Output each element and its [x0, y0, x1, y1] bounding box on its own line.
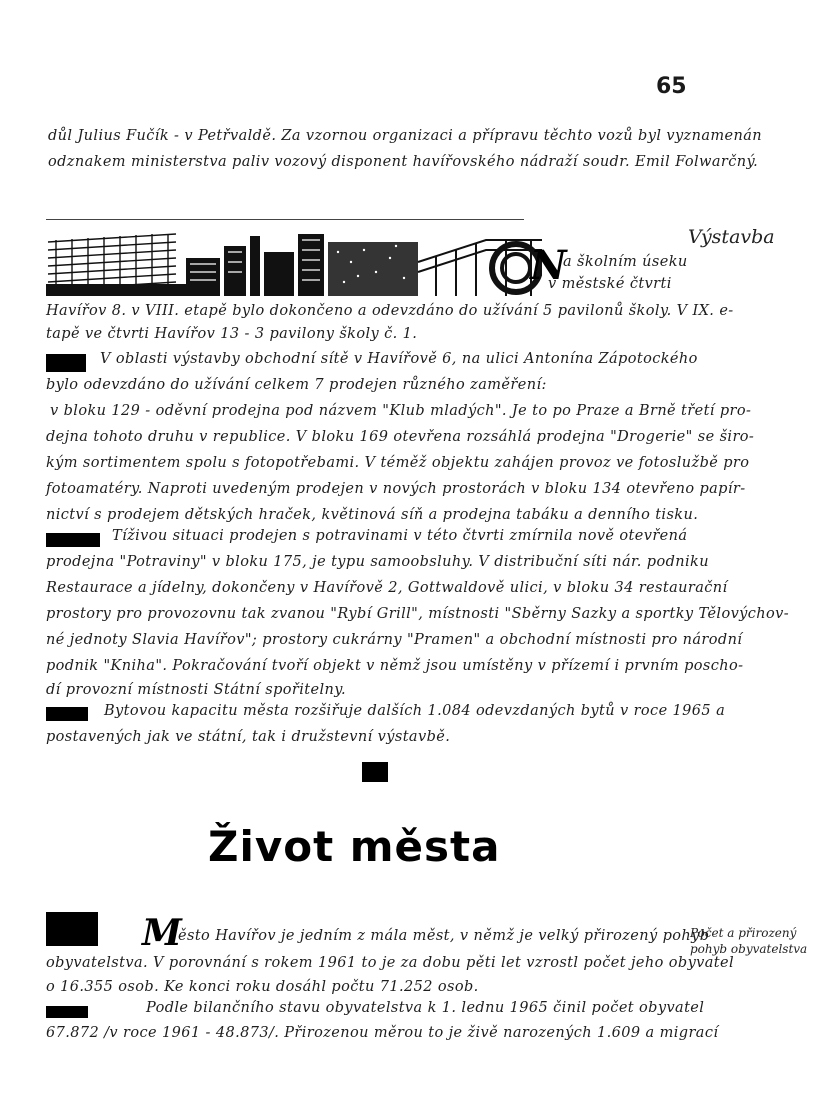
redaction-block — [46, 707, 88, 721]
redaction-block — [46, 1006, 88, 1018]
text-line: Tíživou situaci prodejen s potravinami v této čtvrti zmírnila nově otevřená — [112, 528, 688, 544]
text-line: Podle bilančního stavu obyvatelstva k 1. lednu 1965 činil počet obyvatel — [146, 1000, 705, 1016]
section-divider — [46, 219, 524, 220]
text-line: 67.872 /v roce 1961 - 48.873/. Přirozenou měrou to je živě narozených 1.609 a migrací — [46, 1025, 719, 1041]
text-line: v městské čtvrti — [548, 276, 672, 292]
dropcap-letter: N — [530, 242, 567, 289]
text-line: kým sortimentem spolu s fotopotřebami. V téměž objektu zahájen provoz ve fotoslužbě pro — [46, 455, 750, 471]
text-line: fotoamatéry. Naproti uvedeným prodejen v nových prostorách v bloku 134 otevřeno papír- — [46, 481, 746, 497]
text-line: Havířov 8. v VIII. etapě bylo dokončeno a odevzdáno do užívání 5 pavilonů školy. V IX. e- — [46, 303, 734, 319]
text-line: dí provozní místnosti Státní spořitelny. — [46, 682, 346, 698]
text-line: nictví s prodejem dětských hraček, květinová síň a prodejna tabáku a denního tisku. — [46, 507, 699, 523]
text-line: dejna tohoto druhu v republice. V bloku 169 otevřena rozsáhlá prodejna "Drogerie" se širo- — [46, 429, 755, 445]
text-line: v bloku 129 - oděvní prodejna pod názvem "Klub mladých". Je to po Praze a Brně třetí pro- — [50, 403, 752, 419]
text-line: důl Julius Fučík - v Petřvaldě. Za vzornou organizaci a přípravu těchto vozů byl vyznamenán — [48, 128, 763, 144]
text-line: né jednoty Slavia Havířov"; prostory cukrárny "Pramen" a obchodní místnosti pro národní — [46, 632, 743, 648]
redaction-block — [46, 354, 86, 372]
section-heading: Život města — [208, 822, 501, 871]
text-line: Bytovou kapacitu města rozšiřuje dalších 1.084 odevzdaných bytů v roce 1965 a — [104, 703, 726, 719]
text-line: o 16.355 osob. Ke konci roku dosáhl počtu 71.252 osob. — [46, 979, 479, 995]
text-line: Restaurace a jídelny, dokončeny v Havířově 2, Gottwaldově ulici, v bloku 34 restaurační — [46, 580, 728, 596]
text-line: obyvatelstva. V porovnání s rokem 1961 to je za dobu pěti let vzrostl počet jeho obyvatel — [46, 955, 735, 971]
text-line: prostory pro provozovnu tak zvanou "Rybí Grill", místnosti "Sběrny Sazky a sportky Tělovýchov- — [46, 606, 790, 622]
text-line: ěsto Havířov je jedním z mála měst, v němž je velký přirozený pohyb — [178, 928, 710, 944]
redaction-block — [362, 762, 388, 782]
redaction-block — [46, 533, 100, 547]
text-line: odznakem ministerstva paliv vozový disponent havířovského nádraží soudr. Emil Folwarčný. — [48, 154, 759, 170]
text-line: V oblasti výstavby obchodní sítě v Havířově 6, na ulici Antonína Zápotockého — [100, 351, 698, 367]
margin-note: pohyb obyvatelstva — [690, 942, 808, 956]
text-line: a školním úseku — [563, 254, 688, 270]
industrial-banner-illustration — [46, 232, 542, 296]
margin-note: Počet a přirozený — [690, 926, 797, 940]
page-number: 65 — [656, 74, 687, 99]
dropcap-letter: M — [142, 912, 182, 954]
text-line: tapě ve čtvrti Havířov 13 - 3 pavilony školy č. 1. — [46, 326, 418, 342]
text-line: podnik "Kniha". Pokračování tvoří objekt v němž jsou umístěny v přízemí i prvním poscho- — [46, 658, 744, 674]
text-line: postavených jak ve státní, tak i družstevní výstavbě. — [46, 729, 451, 745]
text-line: bylo odevzdáno do užívání celkem 7 prodejen různého zaměření: — [46, 377, 547, 393]
redaction-block — [46, 912, 98, 946]
margin-note-vystavba: Výstavba — [688, 226, 775, 248]
text-line: prodejna "Potraviny" v bloku 175, je typu samoobsluhy. V distribuční síti nár. podniku — [46, 554, 709, 570]
